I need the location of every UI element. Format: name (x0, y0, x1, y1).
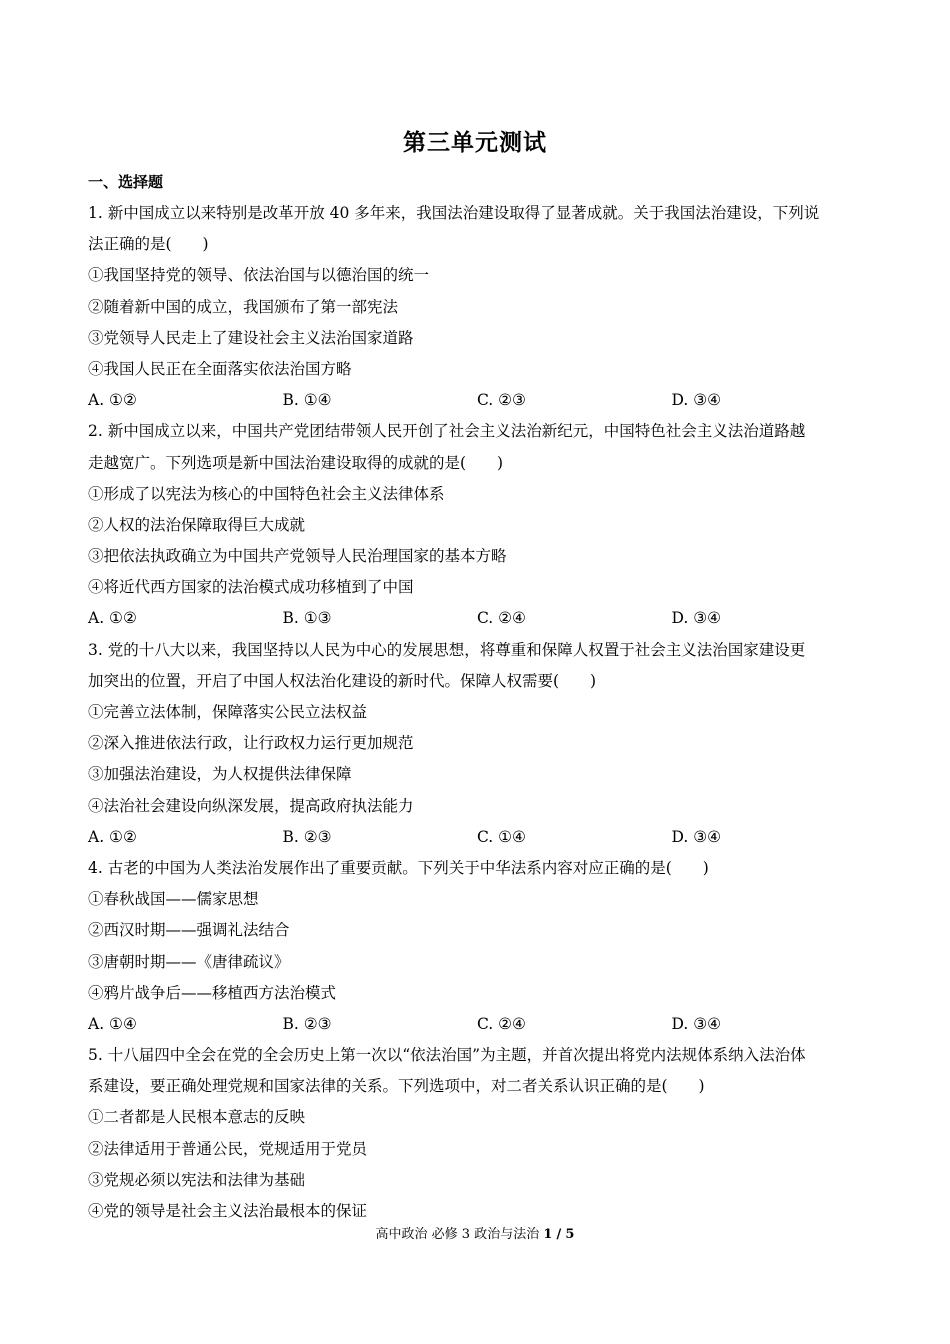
question-stem: 系建设，要正确处理党规和国家法律的关系。下列选项中，对二者关系认识正确的是( ) (88, 1077, 705, 1096)
answer-options (88, 603, 866, 634)
question-stem: 3. 党的十八大以来，我国坚持以人民为中心的发展思想，将尊重和保障人权置于社会主义法治国家建设更 (88, 640, 806, 659)
page-footer (0, 1223, 950, 1242)
question-4 (88, 853, 866, 1040)
statement-item: ②随着新中国的成立，我国颁布了第一部宪法 (88, 297, 399, 316)
answer-option: C. ②④ (477, 1014, 526, 1033)
question-list (88, 198, 866, 1227)
statement-item: ①完善立法体制，保障落实公民立法权益 (88, 703, 368, 721)
statement-item: ③唐朝时期——《唐律疏议》 (88, 952, 290, 971)
answer-options (88, 385, 866, 416)
question-stem: 加突出的位置，开启了中国人权法治化建设的新时代。保障人权需要( ) (88, 671, 597, 690)
footer-separator: / (556, 1227, 562, 1242)
answer-option: A. ①② (88, 827, 137, 846)
question-1 (88, 198, 866, 416)
footer-course: 高中政治 必修 3 政治与法治 (375, 1227, 540, 1242)
statement-item: ①二者都是人民根本意志的反映 (88, 1108, 306, 1127)
question-5 (88, 1040, 866, 1227)
answer-option: D. ③④ (671, 609, 722, 628)
answer-options (88, 1009, 866, 1040)
answer-option: A. ①② (88, 391, 137, 410)
page-title: 第三单元测试 (403, 129, 547, 156)
statement-item: ④鸦片战争后——移植西方法治模式 (88, 983, 337, 1002)
footer-page-total: 5 (565, 1227, 575, 1242)
section-heading: 一、选择题 (88, 173, 164, 191)
footer-page-number: 1 (543, 1227, 553, 1242)
question-stem: 法正确的是( ) (88, 235, 209, 254)
answer-option: C. ②④ (477, 609, 526, 628)
answer-option: A. ①④ (88, 1014, 137, 1033)
answer-option: B. ①④ (282, 391, 332, 410)
statement-item: ④我国人民正在全面落实依法治国方略 (88, 359, 352, 378)
answer-option: D. ③④ (671, 1014, 722, 1033)
question-2 (88, 416, 866, 634)
answer-options (88, 822, 866, 853)
question-stem: 2. 新中国成立以来，中国共产党团结带领人民开创了社会主义法治新纪元，中国特色社会主义法治道路越 (88, 422, 806, 441)
answer-option: B. ①③ (282, 609, 332, 628)
statement-item: ①形成了以宪法为核心的中国特色社会主义法律体系 (88, 484, 445, 503)
statement-item: ②人权的法治保障取得巨大成就 (88, 515, 306, 534)
answer-option: D. ③④ (671, 827, 722, 846)
answer-option: B. ②③ (282, 827, 332, 846)
statement-item: ①我国坚持党的领导、依法治国与以德治国的统一 (88, 266, 430, 285)
question-stem: 1. 新中国成立以来特别是改革开放 40 多年来，我国法治建设取得了显著成就。关于我国法治建设，下列说 (88, 204, 820, 222)
statement-item: ②深入推进依法行政，让行政权力运行更加规范 (88, 734, 414, 753)
statement-item: ③党领导人民走上了建设社会主义法治国家道路 (88, 328, 414, 347)
answer-option: D. ③④ (671, 391, 722, 410)
answer-option: C. ①④ (477, 827, 526, 846)
statement-item: ②法律适用于普通公民，党规适用于党员 (88, 1139, 368, 1158)
statement-item: ④法治社会建设向纵深发展，提高政府执法能力 (88, 796, 414, 815)
answer-option: A. ①② (88, 609, 137, 628)
statement-item: ③把依法执政确立为中国共产党领导人民治理国家的基本方略 (88, 547, 507, 566)
question-stem: 5. 十八届四中全会在党的全会历史上第一次以“依法治国”为主题，并首次提出将党内法规体系纳入法治体 (88, 1046, 806, 1065)
statement-item: ①春秋战国——儒家思想 (88, 890, 259, 909)
statement-item: ②西汉时期——强调礼法结合 (88, 921, 290, 940)
answer-option: C. ②③ (477, 391, 526, 410)
question-3 (88, 635, 866, 853)
statement-item: ③加强法治建设，为人权提供法律保障 (88, 765, 352, 784)
statement-item: ③党规必须以宪法和法律为基础 (88, 1170, 306, 1189)
answer-option: B. ②③ (282, 1014, 332, 1033)
question-stem: 4. 古老的中国为人类法治发展作出了重要贡献。下列关于中华法系内容对应正确的是( ) (88, 858, 709, 877)
statement-item: ④党的领导是社会主义法治最根本的保证 (88, 1202, 368, 1220)
statement-item: ④将近代西方国家的法治模式成功移植到了中国 (88, 578, 414, 597)
question-stem: 走越宽广。下列选项是新中国法治建设取得的成就的是( ) (88, 453, 504, 472)
